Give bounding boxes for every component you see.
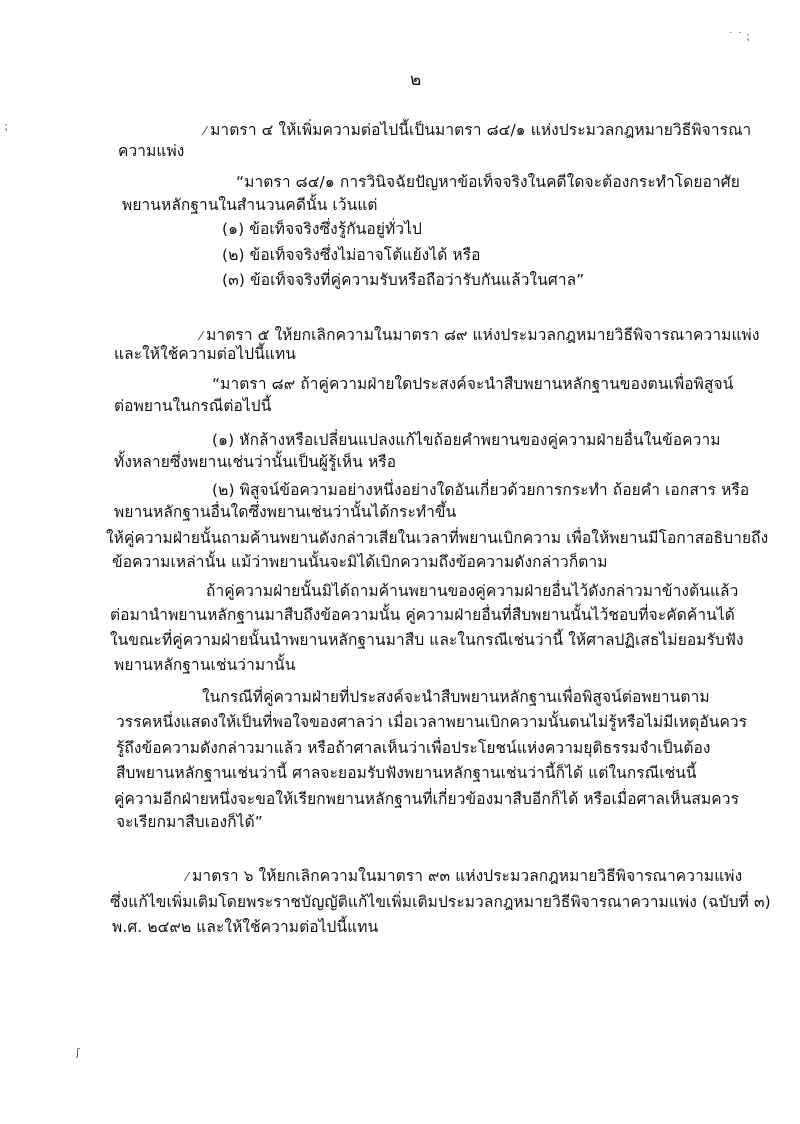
section-89-item-2-line-1: (๒) พิสูจน์ข้อความอย่างหนึ่งอย่างใดอันเกี่ยวด้วยการกระทำ ถ้อยคำ เอกสาร หรือ — [212, 481, 750, 499]
section-89-para-3-line-2: วรรคหนึ่งแสดงให้เป็นที่พอใจของศาลว่า เมื่อเวลาพยานเบิกความนั้นตนไม่รู้หรือไม่มีเหตุอันควร — [116, 713, 748, 731]
section-5-line-1: ⁄ มาตรา ๕ ให้ยกเลิกความในมาตรา ๘๙ แห่งประมวลกฎหมายวิธีพิจารณาความแพ่ง — [200, 326, 760, 344]
section-89-para-3-line-4: สืบพยานหลักฐานเช่นว่านี้ ศาลจะยอมรับฟังพยานหลักฐานเช่นว่านี้ก็ได้ แต่ในกรณีเช่นนี้ — [116, 764, 697, 782]
section-89-quote-line-1: “มาตรา ๘๙ ถ้าคู่ความฝ่ายใดประสงค์จะนำสืบพยานหลักฐานของตนเพื่อพิสูจน์ — [212, 375, 734, 393]
check-mark-icon: ⁄ — [200, 329, 203, 343]
section-89-para-2-line-4: พยานหลักฐานเช่นว่ามานั้น — [114, 656, 296, 674]
section-4-line-1: ⁄ มาตรา ๔ ให้เพิ่มความต่อไปนี้เป็นมาตรา ๘๔/๑ แห่งประมวลกฎหมายวิธีพิจารณา — [204, 121, 752, 139]
section-6-line-3: พ.ศ. ๒๔๙๒ และให้ใช้ความต่อไปนี้แทน — [112, 918, 379, 936]
section-89-para-2-line-1: ถ้าคู่ความฝ่ายนั้นมิได้ถามค้านพยานของคู่ความฝ่ายอื่นไว้ดังกล่าวมาข้างต้นแล้ว — [206, 582, 739, 600]
scan-speck: ˙ ˙ ⁏ — [728, 30, 750, 43]
section-84-1-quote-line-1: “มาตรา ๘๔/๑ การวินิจฉัยปัญหาข้อเท็จจริงในคดีใดจะต้องกระทำโดยอาศัย — [236, 173, 740, 191]
section-89-para-2-line-3: ในขณะที่คู่ความฝ่ายนั้นนำพยานหลักฐานมาสืบ และในกรณีเช่นว่านี้ ให้ศาลปฏิเสธไม่ยอมรับฟัง — [110, 631, 744, 649]
section-6-line-1: ⁄ มาตรา ๖ ให้ยกเลิกความในมาตรา ๙๓ แห่งประมวลกฎหมายวิธีพิจารณาความแพ่ง — [186, 867, 743, 885]
scan-speck: ʃ — [76, 1046, 80, 1059]
section-89-para-3-line-5: คู่ความอีกฝ่ายหนึ่งจะขอให้เรียกพยานหลักฐานที่เกี่ยวข้องมาสืบอีกก็ได้ หรือเมื่อศาลเห็นสมควร — [114, 790, 739, 808]
section-89-para-1-line-2: ข้อความเหล่านั้น แม้ว่าพยานนั้นจะมิได้เบิกความถึงข้อความดังกล่าวก็ตาม — [112, 553, 608, 571]
section-89-quote-line-2: ต่อพยานในกรณีต่อไปนี้ — [114, 397, 272, 415]
section-89-para-1-line-1: ให้คู่ความฝ่ายนั้นถามค้านพยานดังกล่าวเสียในเวลาที่พยานเบิกความ เพื่อให้พยานมีโอกาสอธิบายถึง — [106, 529, 769, 547]
section-89-para-3-line-1: ในกรณีที่คู่ความฝ่ายที่ประสงค์จะนำสืบพยานหลักฐานเพื่อพิสูจน์ต่อพยานตาม — [202, 688, 710, 706]
check-mark-icon: ⁄ — [186, 870, 189, 884]
page-number: ๒ — [410, 70, 422, 90]
section-84-1-item-3: (๓) ข้อเท็จจริงที่คู่ความรับหรือถือว่ารับกันแล้วในศาล” — [222, 271, 585, 289]
section-84-1-quote-line-2: พยานหลักฐานในสำนวนคดีนั้น เว้นแต่ — [122, 196, 378, 214]
scan-speck: ⁏ — [4, 120, 8, 133]
section-89-item-2-line-2: พยานหลักฐานอื่นใดซึ่งพยานเช่นว่านั้นได้กระทำขึ้น — [114, 503, 457, 521]
section-84-1-item-2: (๒) ข้อเท็จจริงซึ่งไม่อาจโต้แย้งได้ หรือ — [222, 246, 481, 264]
section-89-para-3-line-6: จะเรียกมาสืบเองก็ได้” — [116, 813, 263, 831]
section-84-1-item-1: (๑) ข้อเท็จจริงซึ่งรู้กันอยู่ทั่วไป — [222, 220, 422, 238]
section-89-item-1-line-1: (๑) หักล้างหรือเปลี่ยนแปลงแก้ไขถ้อยคำพยานของคู่ความฝ่ายอื่นในข้อความ — [212, 431, 721, 449]
section-5-line-2: และให้ใช้ความต่อไปนี้แทน — [114, 345, 296, 363]
section-89-para-2-line-2: ต่อมานำพยานหลักฐานมาสืบถึงข้อความนั้น คู่ความฝ่ายอื่นที่สืบพยานนั้นไว้ชอบที่จะคัดค้านได้ — [110, 606, 735, 624]
check-mark-icon: ⁄ — [204, 124, 207, 138]
section-4-line-2: ความแพ่ง — [118, 142, 185, 160]
section-89-para-3-line-3: รู้ถึงข้อความดังกล่าวมาแล้ว หรือถ้าศาลเห็นว่าเพื่อประโยชน์แห่งความยุติธรรมจำเป็นต้อง — [116, 739, 711, 757]
section-6-line-2: ซึ่งแก้ไขเพิ่มเติมโดยพระราชบัญญัติแก้ไขเพิ่มเติมประมวลกฎหมายวิธีพิจารณาความแพ่ง (ฉบับที่ ๓) — [110, 893, 771, 911]
section-89-item-1-line-2: ทั้งหลายซึ่งพยานเช่นว่านั้นเป็นผู้รู้เห็น หรือ — [114, 453, 397, 471]
